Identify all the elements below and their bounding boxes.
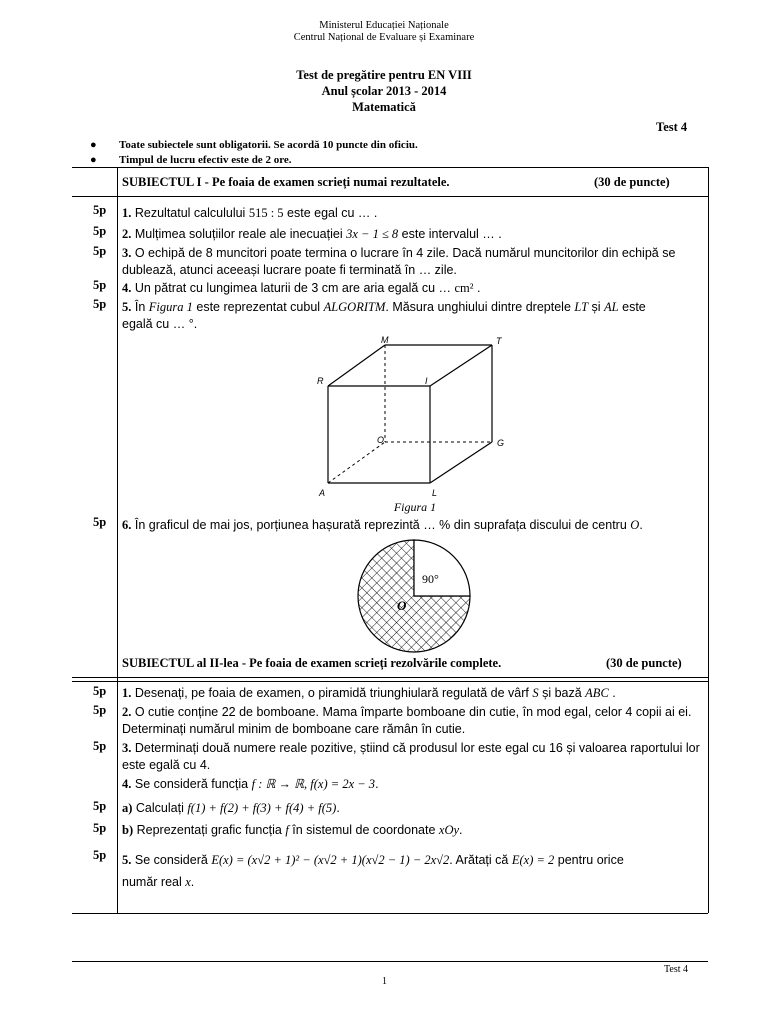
subject1-item-6: 6. În graficul de mai jos, porțiunea hașurată reprezintă … % din suprafața discului de centru O. [122,518,643,532]
title-line1: Test de pregătire pentru EN VIII [296,68,472,82]
points-label: 5p [93,224,107,238]
header [0,20,768,44]
vertex-label-T: T [496,336,502,346]
page-number: 1 [382,976,387,987]
subject2-title: SUBIECTUL al II-lea - Pe foaia de examen scrieți rezolvările complete. [122,656,502,670]
test-number: Test 4 [656,120,688,134]
title-line2: Anul școlar 2013 - 2014 [321,84,447,98]
vertex-label-I: I [425,376,428,386]
subject2-item-4a: a) Calculați f(1) + f(2) + f(3) + f(4) + f(5). [122,801,340,815]
points-label: 5p [93,821,107,835]
vertex-label-L: L [432,488,438,498]
subject1-points: (30 de puncte) [594,175,670,189]
points-label: 5p [93,848,107,862]
vertex-label-G: G [497,438,505,448]
subject2-item-4: 4. Se consideră funcția f : ℝ → ℝ, f(x) = 2x − 3. [122,777,379,791]
subject2-points: (30 de puncte) [606,656,682,670]
center-label: O [397,598,407,613]
subject1-item-1: 1. Rezultatul calculului 515 : 5 este egal cu … . [122,206,378,220]
vertex-label-A: A [319,488,326,498]
divider [72,167,708,168]
rule-text: Toate subiectele sunt obligatorii. Se acordă 10 puncte din oficiu. [119,139,418,151]
points-label: 5p [93,684,107,698]
divider [72,677,708,678]
disc-figure [352,538,476,656]
subject2-item-5: 5. Se consideră E(x) = (x√2 + 1)² − (x√2 + 1)(x√2 − 1) − 2x√2. Arătați că E(x) = 2 pentru orice număr real x. [122,853,624,889]
unshaded-sector [414,540,470,596]
hidden-edge-AO [328,442,385,483]
points-label: 5p [93,244,107,258]
title-line3: Matematică [352,100,416,114]
footer-divider [72,961,708,962]
points-label: 5p [93,515,107,529]
divider [72,681,708,682]
ministry-name: Ministerul Educației Naționale [319,20,449,31]
subject2-item-3: 3. Determinați două numere reale pozitive, știind că produsul lor este egal cu 16 și valoarea raportului lor este egală cu 4. [122,741,700,772]
center-name: Centrul Național de Evaluare și Examinare [293,32,475,43]
angle-label: 90° [422,572,439,586]
test-title [0,67,768,115]
rule-text: Timpul de lucru efectiv este de 2 ore. [119,154,292,166]
right-border [708,167,709,913]
points-label: 5p [93,203,107,217]
subject2-item-4b: b) Reprezentați grafic funcția f în sistemul de coordonate xOy. [122,823,463,837]
subject1-title: SUBIECTUL I - Pe foaia de examen scrieți numai rezultatele. [122,175,450,189]
points-label: 5p [93,297,107,311]
vertex-label-R: R [317,376,324,386]
rule-item: ● Toate subiectele sunt obligatorii. Se acordă 10 puncte din oficiu. [90,139,418,151]
rules-list [92,138,418,168]
cube-figure [310,333,520,518]
points-label: 5p [93,278,107,292]
footer-test-label: Test 4 [664,964,689,975]
subject1-item-3: 3. O echipă de 8 muncitori poate termina o lucrare în 4 zile. Dacă numărul muncitorilor din echipă se dublează, atunci aceeași lucrare poate fi terminată în … zile. [122,246,676,277]
points-label: 5p [93,799,107,813]
subject2-item-2: 2. O cutie conține 22 de bomboane. Mama împarte bomboane din cutie, în mod egal, celor 4 copii ai ei. Determinați numărul minim de bomboane care rămân în cutie. [122,705,692,736]
column-divider [117,167,118,913]
subject1-item-2: 2. Mulțimea soluțiilor reale ale inecuației 3x − 1 ≤ 8 este intervalul … . [122,227,502,241]
subject1-item-4: 4. Un pătrat cu lungimea laturii de 3 cm are aria egală cu … cm² . [122,281,481,295]
vertex-label-O: O [377,435,385,445]
vertex-label-M: M [381,335,389,345]
subject1-item-5: 5. În Figura 1 este reprezentat cubul ALGORITM. Măsura unghiului dintre dreptele LT și AL este egală cu … °. [122,300,646,331]
rule-item: ● Timpul de lucru efectiv este de 2 ore. [90,154,292,166]
subject2-item-1: 1. Desenați, pe foaia de examen, o piramidă triunghiulară regulată de vârf S și bază ABC . [122,686,616,700]
points-label: 5p [93,739,107,753]
divider [72,196,708,197]
divider [72,913,708,914]
points-label: 5p [93,703,107,717]
figure-caption: Figura 1 [393,500,437,514]
edge-IT [430,345,492,386]
edge-LG [430,442,492,483]
edge-RM [328,345,385,386]
